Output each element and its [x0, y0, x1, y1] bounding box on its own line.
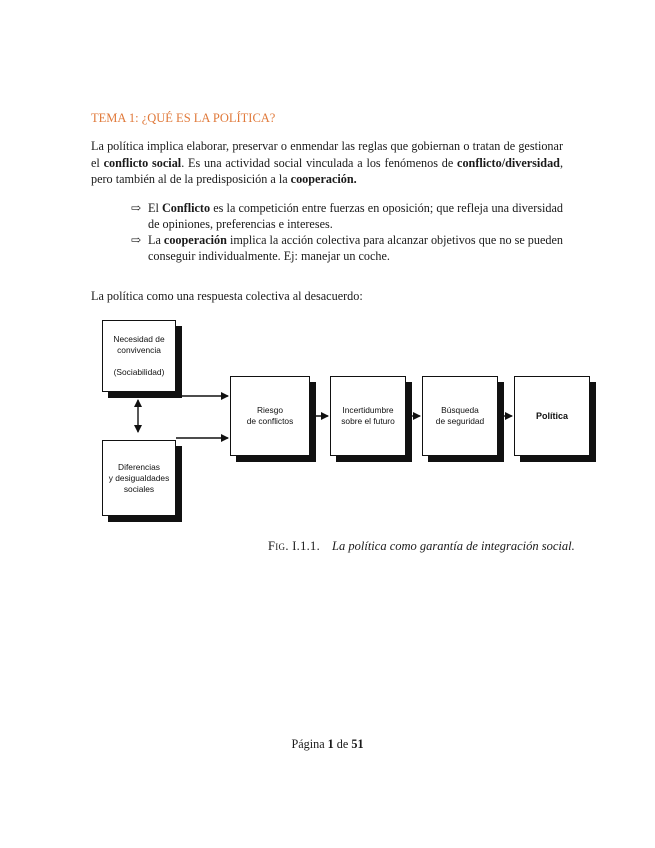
diagram-intro: La política como una respuesta colectiva al desacuerdo: — [91, 289, 363, 303]
bullet-list — [131, 200, 563, 264]
figure-description: La política como garantía de integración social. — [332, 539, 575, 553]
box-necesidad-convivencia: Necesidad de convivencia (Sociabilidad) — [102, 320, 176, 392]
double-arrow-icon: ⇨ — [131, 201, 142, 215]
box-politica: Política — [514, 376, 590, 456]
box-diferencias-desigualdades: Diferencias y desigualdades sociales — [102, 440, 176, 516]
total-pages: 51 — [351, 737, 364, 751]
bullet-conflicto: ⇨ El Conflicto es la competición entre fuerzas en oposición; que refleja una diversidad de opiniones, preferencias e intereses. — [131, 201, 563, 231]
page-footer: Página 1 de 51 — [291, 737, 364, 751]
bullet-cooperacion: ⇨ La cooperación implica la acción colectiva para alcanzar objetivos que no se pueden conseguir individualmente. Ej: manejar un coche. — [131, 233, 563, 263]
term-conflicto-diversidad: conflicto/diversidad — [457, 155, 560, 170]
box-busqueda-seguridad: Búsqueda de seguridad — [422, 376, 498, 456]
intro-paragraph: La política implica elaborar, preservar o enmendar las reglas que gobiernan o tratan de gestionar el conflicto social. Es una actividad social vinculada a los fenómenos de conflicto/diversidad, pero también al de la predisposición a la cooperación. — [91, 139, 563, 186]
current-page: 1 — [327, 737, 334, 751]
figure-number: Fig. I.1.1. — [268, 539, 321, 553]
box-riesgo-conflictos: Riesgo de conflictos — [230, 376, 310, 456]
double-arrow-icon: ⇨ — [131, 233, 142, 247]
flow-diagram — [90, 312, 590, 537]
figure-caption — [268, 539, 575, 554]
term-cooperacion: cooperación. — [290, 172, 357, 186]
term-conflicto-social: conflicto social — [103, 155, 182, 170]
page-heading: TEMA 1: ¿QUÉ ES LA POLÍTICA? — [91, 111, 276, 125]
box-incertidumbre-futuro: Incertidumbre sobre el futuro — [330, 376, 406, 456]
